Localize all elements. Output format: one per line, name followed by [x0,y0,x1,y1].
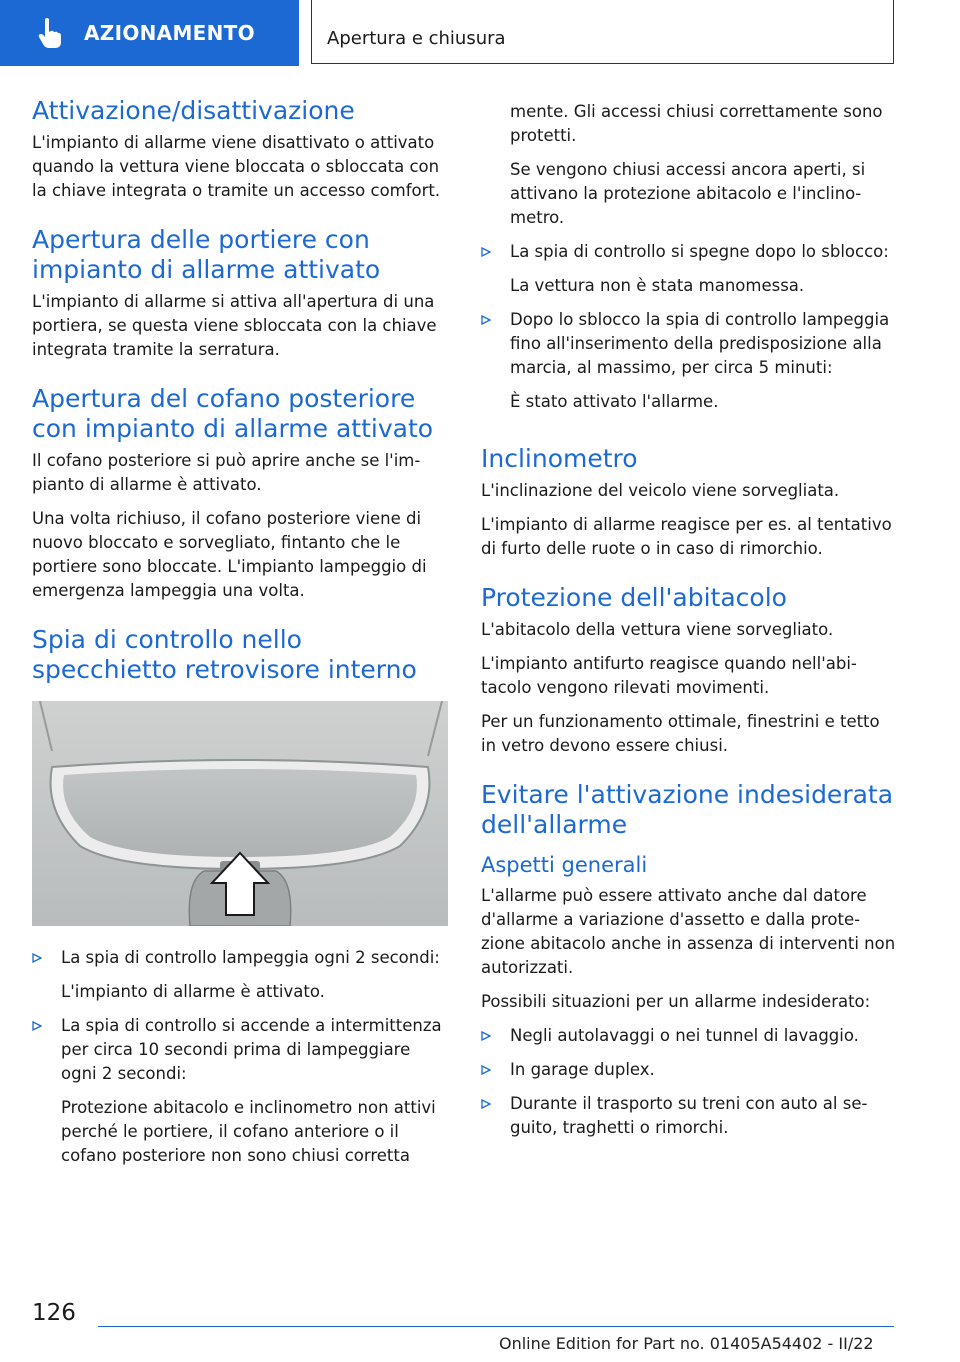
section-activation [32,96,448,203]
triangle-bullet-icon [481,315,491,325]
triangle-bullet-icon [32,953,42,963]
right-column [481,100,897,1150]
triangle-bullet-icon [481,1031,491,1041]
heading-activation: Attivazione/disattivazione [32,96,355,125]
triangle-bullet-icon [32,1021,42,1031]
heading-tailgate: Apertura del cofano posteriore con impianto di allarme attivato [32,384,434,443]
list-item: Durante il trasporto su treni con auto al seguito, traghetti o rimorchi. [481,1092,897,1140]
triangle-bullet-icon [481,247,491,257]
page-number: 126 [32,1300,76,1326]
list-item-detail: Protezione abitacolo e inclinometro non attivi perché le portiere, il cofano anteriore o il cofano posteriore non sono chiusi corretta [61,1098,436,1165]
list-item: Dopo lo sblocco la spia di controllo lampeggia fino all'inserimento della predisposizione alla marcia, al massimo, per circa 5 minuti: [481,308,897,380]
paragraph: L'impianto di allarme viene disattivato o attivato quando la vettura viene bloccata o sbloccata con la chiave integrata o tramite un accesso comfort. [32,133,441,200]
paragraph: L'inclinazione del veicolo viene sorvegliata. [481,481,840,500]
heading-indicator: Spia di controllo nello specchietto retrovisore interno [32,625,417,684]
paragraph: L'impianto di allarme reagisce per es. al tentativo di furto delle ruote o in caso di rimorchio. [481,515,892,558]
list-item: In garage duplex. [481,1058,897,1082]
footer-divider [98,1326,894,1327]
paragraph: Il cofano posteriore si può aprire anche se l'impianto di allarme è attivato. [32,451,421,494]
list-item: La spia di controllo lampeggia ogni 2 secondi: [32,946,448,970]
heading-cabin-protection: Protezione dell'abitacolo [481,583,787,612]
paragraph: L'impianto di allarme si attiva all'apertura di una portiera, se questa viene sbloccata con la chiave integrata tramite la serratura. [32,292,437,359]
section-cabin-protection [481,583,897,758]
chapter-tab [0,0,299,66]
section-header [311,0,894,64]
paragraph: Possibili situazioni per un allarme indesiderato: [481,992,871,1011]
pointing-hand-icon [30,13,70,53]
list-item-detail: Se vengono chiusi accessi ancora aperti, si attivano la protezione abitacolo e l'inclinometro. [510,160,866,227]
left-column [32,96,448,1178]
list-item: La spia di controllo si spegne dopo lo sblocco: [481,240,897,264]
chapter-label: AZIONAMENTO [84,21,255,45]
paragraph: L'allarme può essere attivato anche dal datore d'allarme a variazione d'assetto e dalla protezione abitacolo anche in assenza di interventi non autorizzati. [481,886,896,977]
section-false-alarm [481,780,897,1140]
rearview-mirror-image [32,701,448,926]
heading-inclinometer: Inclinometro [481,444,638,473]
triangle-bullet-icon [481,1065,491,1075]
section-tailgate [32,384,448,603]
section-title: Apertura e chiusura [327,28,506,49]
triangle-bullet-icon [481,1099,491,1109]
list-item: Negli autolavaggi o nei tunnel di lavaggio. [481,1024,897,1048]
list-item-detail: mente. Gli accessi chiusi correttamente sono protetti. [510,102,883,145]
list-item-detail: L'impianto di allarme è attivato. [61,982,325,1001]
section-indicator [32,625,448,1168]
heading-false-alarm: Evitare l'attivazione indesiderata dell'allarme [481,780,894,839]
section-inclinometer [481,444,897,561]
paragraph: Una volta richiuso, il cofano posteriore viene di nuovo bloccato e sorvegliato, fintanto che le portiere sono bloccate. L'impianto lampeggio di emergenza lampeggia una volta. [32,509,427,600]
edition-note: Online Edition for Part no. 01405A54402 - II/22 [499,1334,874,1353]
paragraph: L'impianto antifurto reagisce quando nell'abitacolo vengono rilevati movimenti. [481,654,857,697]
paragraph: L'abitacolo della vettura viene sorvegliato. [481,620,834,639]
list-item-detail: La vettura non è stata manomessa. [510,276,805,295]
section-doors [32,225,448,362]
paragraph: Per un funzionamento ottimale, finestrini e tetto in vetro devono essere chiusi. [481,712,880,755]
subheading-general: Aspetti generali [481,853,648,877]
list-item-detail: È stato attivato l'allarme. [510,392,719,411]
list-item: La spia di controllo si accende a intermittenza per circa 10 secondi prima di lampeggiare ogni 2 secondi: [32,1014,448,1086]
heading-doors: Apertura delle portiere con impianto di allarme attivato [32,225,381,284]
